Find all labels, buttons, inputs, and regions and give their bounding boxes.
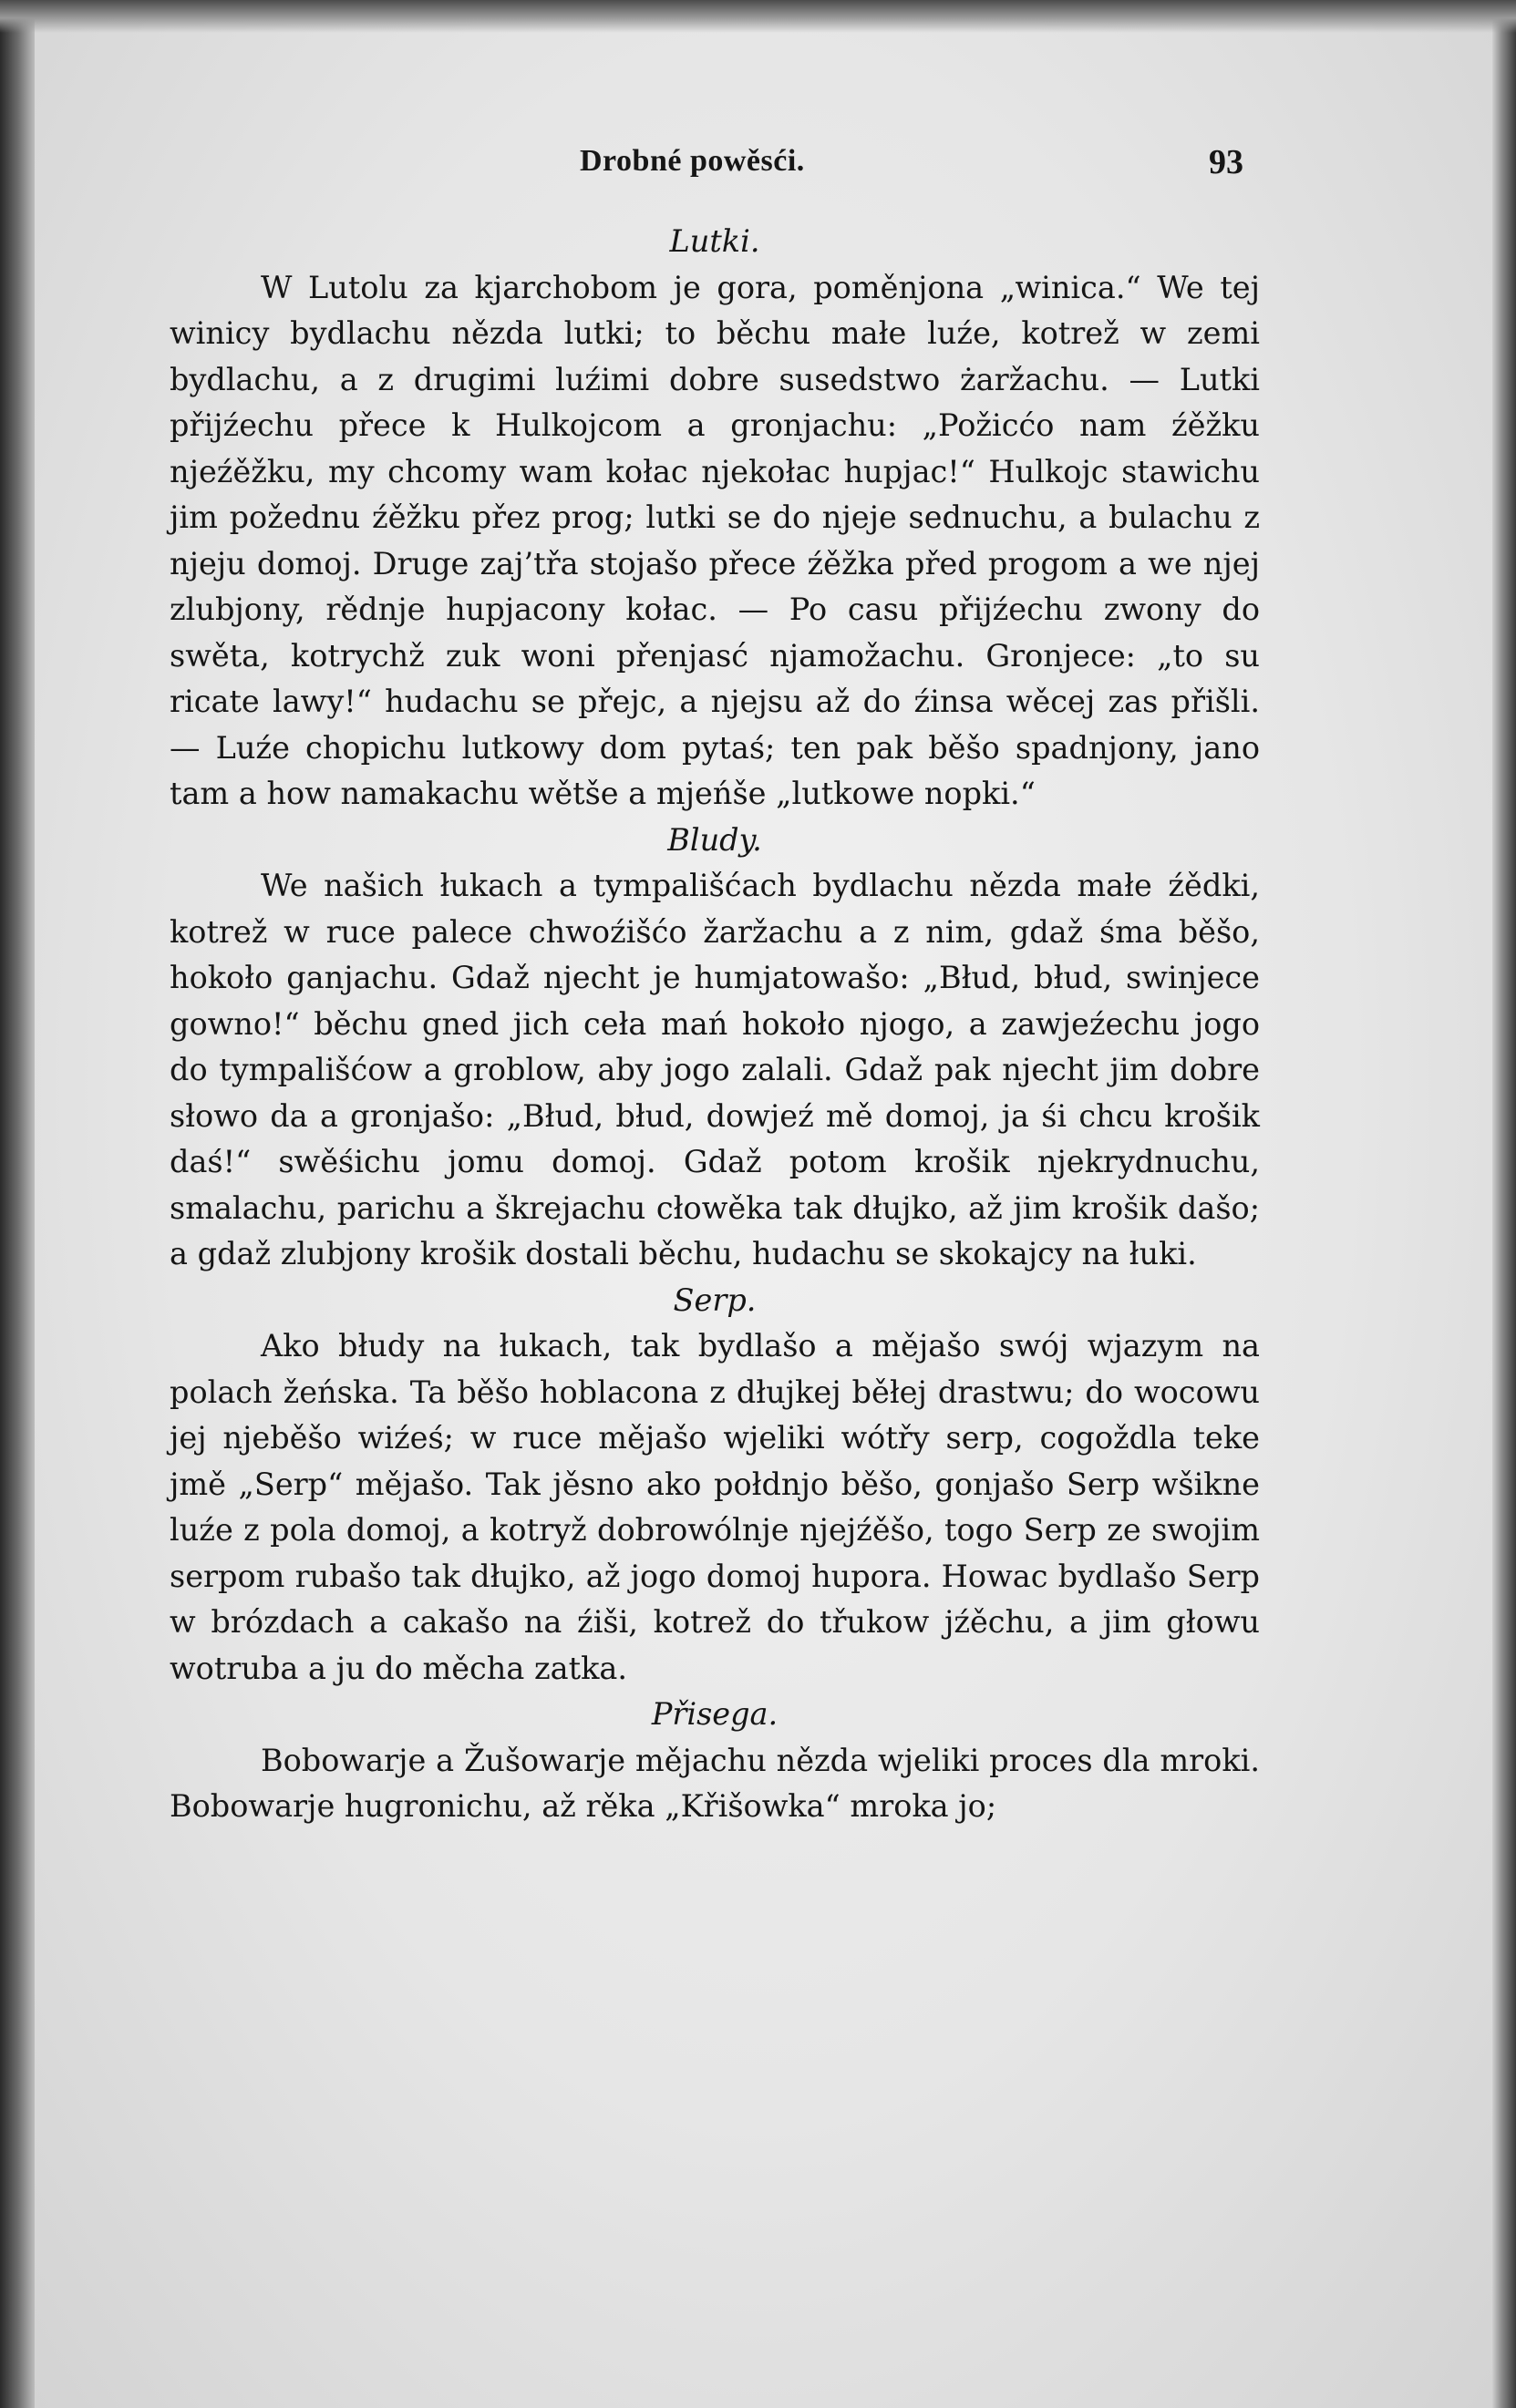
section-prisega [170, 1692, 1260, 1830]
section-heading: Lutki. [669, 223, 760, 259]
page-left-shadow [0, 0, 35, 2408]
page-number: 93 [1209, 143, 1243, 181]
section-heading: Přisega. [651, 1696, 779, 1732]
section-bludy [170, 818, 1260, 1278]
paragraph: Bobowarje a Žušowarje mějachu nězda wjeliki proces dla mroki. Bobowarje hugronichu, až rěka „Křišowka“ mroka jo; [170, 1742, 1260, 1824]
body-text [170, 219, 1260, 1830]
section-heading: Serp. [673, 1281, 757, 1318]
paragraph: Ako błudy na łukach, tak bydlašo a mějašo swój wjazym na polach žeńska. Ta běšo hoblacona z dłujkej běłej drastwu; do wocowu jej njeběšo wiźeś; w ruce mějašo wjeliki wótřy serp, cogoždla teke jmě „Serp“ mějašo. Tak jěsno ako połdnjo běšo, gonjašo Serp wšikne luźe z pola domoj, a kotryž dobrowólnje njejźěšo, togo Serp ze swojim serpom rubašo tak dłujko, až jogo domoj hupora. Howac bydlašo Serp w brózdach a cakašo na źiši, kotrež do třukow jźěchu, a jim głowu wotruba a ju do měcha zatka. [170, 1328, 1260, 1686]
running-title: Drobné powěsći. [580, 144, 805, 178]
paragraph: We našich łukach a tympališćach bydlachu nězda małe źědki, kotrež w ruce palece chwoźišćo žaržachu a z nim, gdaž śma běšo, hokoło ganjachu. Gdaž njecht je humjatowašo: „Błud, błud, swinjece gowno!“ běchu gned jich cełа mań hokoło njogo, a zawjeźechu jogo do tympališćow a groblow, aby jogo zalali. Gdaž pak njecht jim dobre słowo da a gronjašo: „Błud, błud, dowjeź mě domoj, ja śi chcu krošik daś!“ swěśichu jomu domoj. Gdaž potom krošik njekrydnuchu, smalachu, parichu a škrejachu cłowěka tak dłujko, až jim krošik dašo; a gdaž zlubjony krošik dostali běchu, hudachu se skokajcy na łuki. [170, 868, 1260, 1271]
section-heading: Bludy. [667, 821, 762, 858]
paragraph: W Lutolu za kjarchobom je gora, poměnjona „winica.“ We tej winicy bydlachu nězda lutki; to běchu małe luźe, kotrež w zemi bydlachu, a z drugimi luźimi dobre susedstwo żaržachu. — Lutki přijźechu přece k Hulkojcom a gronjachu: „Požicćo nam źěžku njeźěžku, my chcomy wam kołac njekołac hupjac!“ Hulkojc stawichu jim požednu źěžku přez prog; lutki se do njeje sednuchu, a bulachu z njeju domoj. Druge zaj’třa stojašo přece źěžka před progom a we njej zlubjony, rědnje hupjacony kołac. — Po casu přijźechu zwony do swěta, kotrychž zuk woni přenjasć njamožachu. Gronjece: „to su ricate lawy!“ hudachu se přejc, a njejsu až do źinsa wěcej zas přišli. — Luźe chopichu lutkowy dom pytaś; ten pak běšo spadnjony, jano tam a how namakachu wětše a mjeńše „lutkowe nopki.“ [170, 269, 1260, 811]
page-header [0, 144, 1516, 190]
section-lutki [170, 219, 1260, 818]
section-serp [170, 1278, 1260, 1693]
page-right-shadow [1492, 0, 1516, 2408]
page-top-shadow [0, 0, 1516, 33]
